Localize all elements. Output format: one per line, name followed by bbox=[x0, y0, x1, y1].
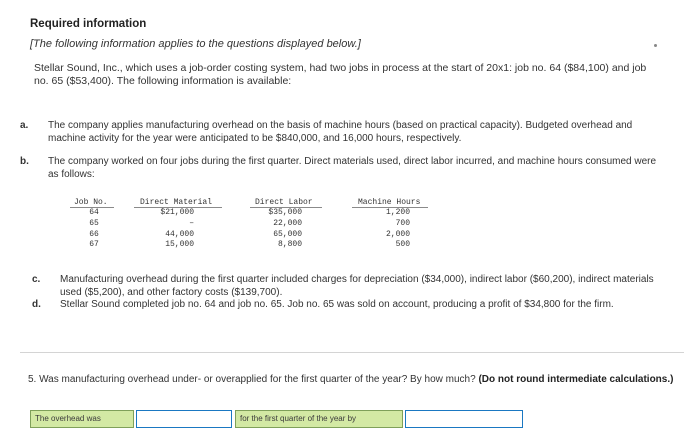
table-cell: 65,000 bbox=[273, 229, 302, 239]
direct-labor-column bbox=[252, 208, 302, 251]
answer-input-amount[interactable] bbox=[405, 410, 523, 428]
item-a bbox=[20, 120, 658, 145]
intro-note: [The following information applies to the questions displayed below.] bbox=[30, 38, 361, 50]
item-c-text: Manufacturing overhead during the first quarter included charges for depreciation ($34,000), indirect labor ($60,200), indirect materials used ($5,200), and other factory costs ($139,700). bbox=[60, 274, 654, 298]
item-d-text: Stellar Sound completed job no. 64 and job no. 65. Job no. 65 was sold on account, producing a profit of $34,800 for the firm. bbox=[60, 299, 614, 310]
item-b bbox=[20, 156, 658, 181]
table-cell: $21,000 bbox=[160, 208, 194, 217]
item-a-text: The company applies manufacturing overhead on the basis of machine hours (based on practical capacity). Budgeted overhead and machine activity for the year were anticipated to be $840,000, and 16,000 hours, respectively. bbox=[48, 120, 633, 144]
item-d-label: d. bbox=[32, 299, 41, 310]
machine-hours-column bbox=[374, 208, 410, 251]
answer-label-overhead-was: The overhead was bbox=[30, 410, 134, 428]
item-c bbox=[32, 274, 660, 299]
header-direct-material: Direct Material bbox=[140, 198, 213, 207]
table-cell: 1,200 bbox=[385, 208, 410, 217]
question-text: 5. Was manufacturing overhead under- or overapplied for the first quarter of the year? By how much? bbox=[28, 374, 476, 385]
table-cell: 8,800 bbox=[277, 240, 302, 250]
table-cell: 65 bbox=[89, 218, 99, 228]
answer-label-first-quarter: for the first quarter of the year by bbox=[235, 410, 403, 428]
item-b-label: b. bbox=[20, 156, 29, 167]
header-job-no: Job No. bbox=[74, 198, 108, 207]
item-c-label: c. bbox=[32, 274, 41, 285]
item-d bbox=[32, 299, 660, 312]
table-cell: 67 bbox=[89, 240, 99, 250]
section-divider bbox=[20, 352, 684, 353]
item-a-label: a. bbox=[20, 120, 29, 131]
table-cell: 22,000 bbox=[273, 218, 302, 228]
header-machine-hours: Machine Hours bbox=[358, 198, 421, 207]
table-cell: 44,000 bbox=[165, 229, 194, 239]
answer-input-under-over[interactable] bbox=[136, 410, 232, 428]
job-no-column bbox=[80, 208, 108, 251]
table-cell: 700 bbox=[395, 218, 410, 228]
intro-paragraph: Stellar Sound, Inc., which uses a job-order costing system, had two jobs in process at the start of 20x1: job no. 64 ($84,100) and job no. 65 ($53,400). The following information is available: bbox=[34, 62, 647, 87]
question-5 bbox=[28, 374, 678, 386]
header-direct-labor: Direct Labor bbox=[255, 198, 313, 207]
table-cell: 15,000 bbox=[165, 240, 194, 250]
question-note: (Do not round intermediate calculations.) bbox=[478, 374, 674, 385]
table-cell: 2,000 bbox=[385, 229, 410, 239]
table-cell: 500 bbox=[395, 240, 410, 250]
table-cell: – bbox=[189, 218, 194, 228]
item-b-text: The company worked on four jobs during the first quarter. Direct materials used, direct labor incurred, and machine hours consumed were as follows: bbox=[48, 156, 657, 180]
table-cell: 64 bbox=[89, 208, 99, 217]
direct-material-column bbox=[142, 208, 194, 251]
decorative-dot bbox=[654, 44, 657, 47]
table-cell: 66 bbox=[89, 229, 99, 239]
required-information-title: Required information bbox=[30, 18, 147, 30]
table-cell: $35,000 bbox=[268, 208, 302, 217]
